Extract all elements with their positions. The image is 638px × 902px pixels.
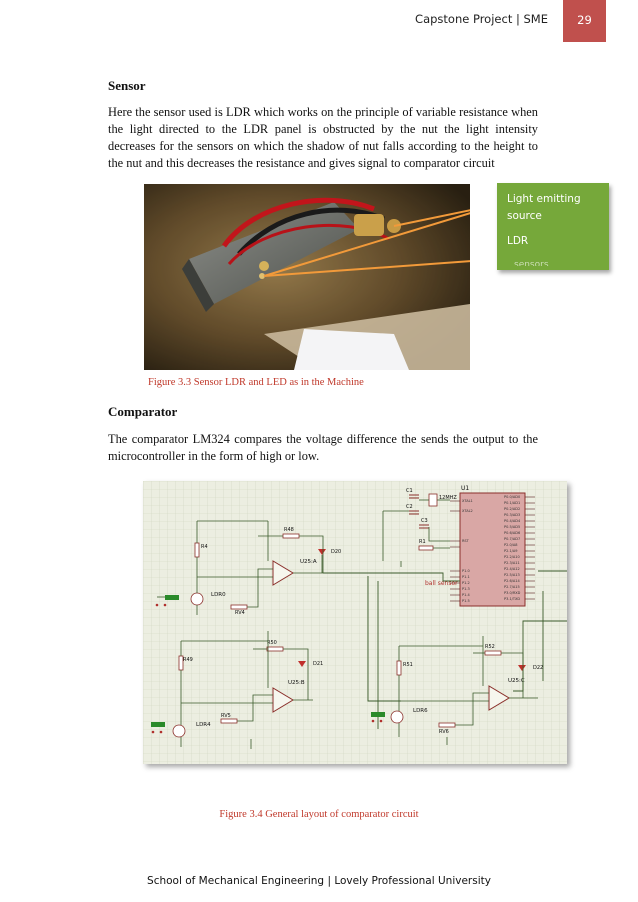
svg-text:P1.2: P1.2 — [462, 581, 470, 585]
svg-text:P1.4: P1.4 — [462, 593, 470, 597]
svg-text:P2.0/A8: P2.0/A8 — [504, 543, 518, 547]
comparator-paragraph: The comparator LM324 compares the voltage difference the sends the output to the microcontroller in the form of high or low. — [108, 432, 538, 463]
comparator-heading: Comparator — [108, 404, 178, 419]
svg-text:XTAL2: XTAL2 — [462, 509, 473, 513]
callout-light-line1: Light emitting — [507, 193, 581, 205]
c3-label: C3 — [421, 518, 428, 524]
svg-text:P1.1: P1.1 — [462, 575, 470, 579]
svg-text:P0.2/AD2: P0.2/AD2 — [504, 507, 521, 511]
svg-text:P1.5: P1.5 — [462, 599, 470, 603]
figure-3-3-caption: Figure 3.3 Sensor LDR and LED as in the Machine — [148, 377, 364, 388]
svg-text:P1.0: P1.0 — [462, 569, 470, 573]
svg-text:P3.1/TXD: P3.1/TXD — [504, 597, 521, 601]
svg-text:P0.6/AD6: P0.6/AD6 — [504, 531, 521, 535]
svg-text:P0.5/AD5: P0.5/AD5 — [504, 525, 521, 529]
header-title: Capstone Project | SME — [415, 12, 548, 26]
net-label: ball sensor — [425, 580, 458, 587]
svg-text:P0.0/AD0: P0.0/AD0 — [504, 495, 521, 499]
comparator-schematic — [143, 481, 567, 764]
u25c-label: U25:C — [508, 678, 525, 684]
sensor-paragraph: Here the sensor used is LDR which works on the principle of variable resistance when the light directed to the LDR panel is obstructed by the nut the light intensity decreases for the sensors on which the shadow of nut falls according to the height to the nut and this decreases the resistance and gives signal to comparator circuit — [108, 105, 538, 170]
ldr0-label: LDR0 — [211, 592, 226, 598]
c2-label: C2 — [406, 504, 413, 510]
rv4-label: RV4 — [235, 610, 245, 616]
svg-text:RST: RST — [462, 539, 469, 543]
callout-ldr: LDR — [507, 235, 529, 247]
r48-label: R48 — [284, 527, 294, 533]
d20-label: D20 — [331, 549, 342, 555]
svg-text:P2.2/A10: P2.2/A10 — [504, 555, 520, 559]
callout-light-line2: source — [507, 210, 542, 222]
svg-text:P1.3: P1.3 — [462, 587, 470, 591]
svg-text:XTAL1: XTAL1 — [462, 499, 473, 503]
svg-text:P2.4/A12: P2.4/A12 — [504, 567, 520, 571]
r1-label: R1 — [419, 539, 426, 545]
rv6-label: RV6 — [439, 729, 449, 735]
svg-text:P2.7/A15: P2.7/A15 — [504, 585, 520, 589]
r50-label: R50 — [267, 640, 277, 646]
svg-text:P0.1/AD1: P0.1/AD1 — [504, 501, 521, 505]
page-footer: School of Mechanical Engineering | Lovely Professional University — [147, 875, 491, 887]
crystal-label: 12MHZ — [439, 495, 457, 501]
page-number-badge: 29 — [563, 0, 606, 42]
u1-label: U1 — [461, 485, 470, 492]
u25b-label: U25:B — [288, 680, 305, 686]
r49-label: R49 — [183, 657, 193, 663]
sensor-photo — [144, 184, 470, 370]
callout-sensors: sensors — [514, 260, 549, 266]
sensor-heading: Sensor — [108, 78, 146, 93]
svg-text:P0.3/AD3: P0.3/AD3 — [504, 513, 521, 517]
figure-3-4-caption: Figure 3.4 General layout of comparator circuit — [219, 809, 419, 820]
c1-label: C1 — [406, 488, 413, 494]
d21-label: D21 — [313, 661, 324, 667]
d22-label: D22 — [533, 665, 544, 671]
svg-text:P2.5/A13: P2.5/A13 — [504, 573, 520, 577]
svg-text:P2.1/A9: P2.1/A9 — [504, 549, 518, 553]
ldr6-label: LDR6 — [413, 708, 428, 714]
r51-label: R51 — [403, 662, 413, 668]
u25a-label: U25:A — [300, 559, 317, 565]
rv5-label: RV5 — [221, 713, 231, 719]
svg-text:P3.0/RXD: P3.0/RXD — [504, 591, 521, 595]
sensor-callout — [497, 183, 609, 270]
r4-label: R4 — [201, 544, 208, 550]
svg-text:P0.4/AD4: P0.4/AD4 — [504, 519, 521, 523]
ldr4-label: LDR4 — [196, 722, 211, 728]
svg-text:P0.7/AD7: P0.7/AD7 — [504, 537, 521, 541]
svg-text:P2.6/A14: P2.6/A14 — [504, 579, 520, 583]
r52-label: R52 — [485, 644, 495, 650]
svg-text:P2.3/A11: P2.3/A11 — [504, 561, 520, 565]
